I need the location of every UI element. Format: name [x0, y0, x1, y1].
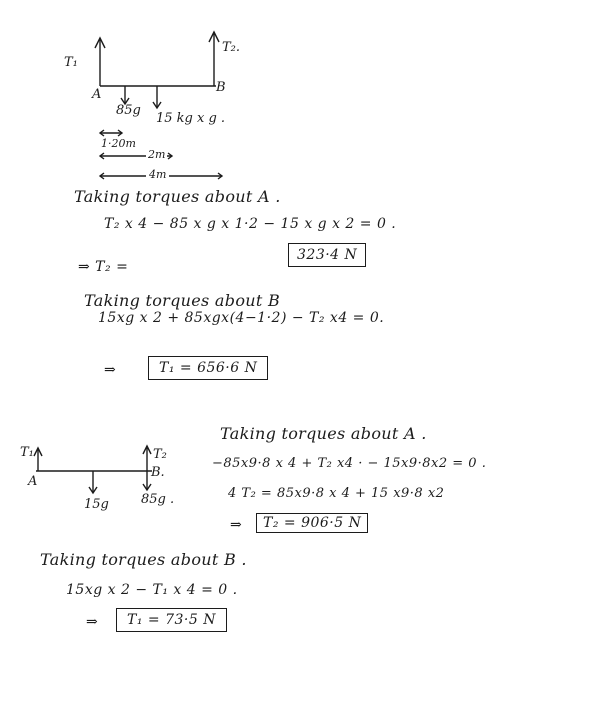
t2-label-2: T₂	[153, 447, 167, 462]
equation-4t2: 4 T₂ = 85x9·8 x 4 + 15 x9·8 x2	[228, 486, 445, 501]
point-a-label-2: A	[28, 474, 38, 489]
t1-result-box-1: T₁ = 656·6 N	[148, 356, 268, 380]
t2-label-1: T₂.	[222, 40, 241, 55]
t1-label-1: T₁	[64, 55, 78, 70]
heading-torques-about-b-2: Taking torques about B .	[40, 550, 247, 569]
equation-torques-a-2: −85x9·8 x 4 + T₂ x4 · − 15x9·8x2 = 0 .	[212, 456, 487, 471]
t1-arrow-text-2: ⇒	[86, 614, 99, 630]
t1-label-2: T₁	[20, 445, 34, 460]
heading-torques-about-a-2: Taking torques about A .	[220, 424, 427, 443]
point-a-label-1: A	[92, 87, 102, 102]
equation-torques-b-1: 15xg x 2 + 85xgx(4−1·2) − T₂ x4 = 0.	[98, 310, 385, 326]
equation-torques-b-2: 15xg x 2 − T₁ x 4 = 0 .	[66, 582, 238, 598]
dim-label-1-20m: 1·20m	[101, 137, 136, 150]
load-label-15g: 15g	[84, 497, 109, 512]
dim-label-4m: 4m	[146, 168, 169, 181]
dim-label-2m: 2m	[148, 148, 166, 161]
heading-torques-about-a-1: Taking torques about A .	[74, 187, 281, 206]
heading-torques-about-b-1: Taking torques about B	[84, 291, 281, 310]
equation-torques-a-1: T₂ x 4 − 85 x g x 1·2 − 15 x g x 2 = 0 .	[104, 216, 397, 232]
t2-prefix-1: ⇒ T₂ =	[78, 259, 129, 275]
point-b-label-2: B.	[151, 465, 165, 480]
t2-result-box-1: 323·4 N	[288, 243, 366, 267]
t1-arrow-text-1: ⇒	[104, 362, 117, 378]
load-label-85g-2: 85g .	[141, 492, 175, 507]
point-b-label-1: B	[216, 80, 226, 95]
load-label-85g: 85g	[116, 103, 141, 118]
t2-result-box-2: T₂ = 906·5 N	[256, 513, 368, 533]
load-label-15kg: 15 kg x g .	[156, 111, 226, 126]
t1-result-box-2: T₁ = 73·5 N	[116, 608, 227, 632]
t2-arrow-text-2: ⇒	[230, 517, 243, 533]
